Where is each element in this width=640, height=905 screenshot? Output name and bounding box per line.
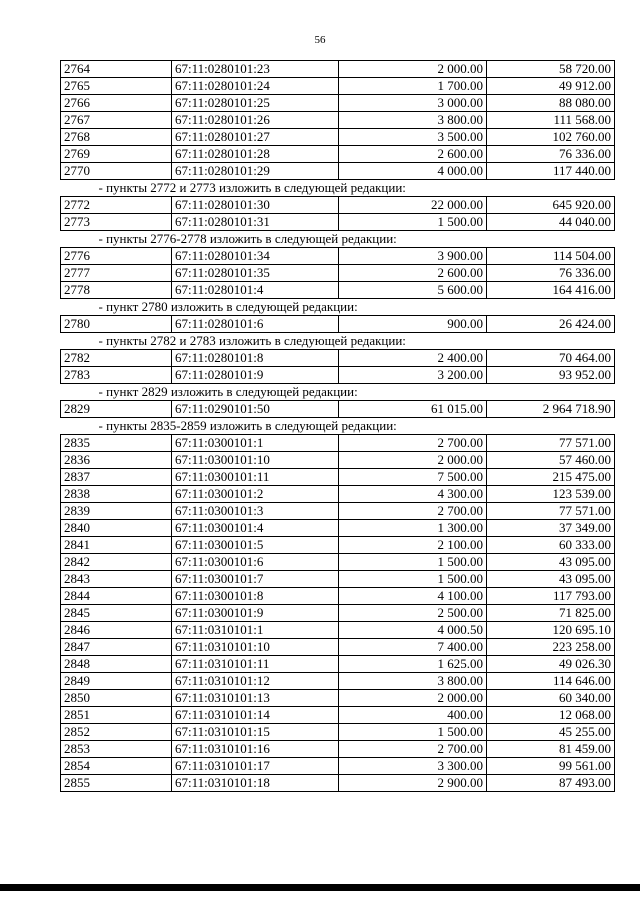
cadastral-number: 67:11:0280101:34	[172, 248, 339, 265]
table-row	[61, 129, 615, 146]
row-number: 2848	[61, 656, 172, 673]
row-number: 2770	[61, 163, 172, 180]
cost-value: 49 026.30	[487, 656, 615, 673]
amendment-heading-row	[61, 299, 615, 316]
area-value: 900.00	[339, 316, 487, 333]
cost-value: 120 695.10	[487, 622, 615, 639]
cadastral-number: 67:11:0310101:16	[172, 741, 339, 758]
row-number: 2769	[61, 146, 172, 163]
cadastral-number: 67:11:0310101:18	[172, 775, 339, 792]
cost-value: 12 068.00	[487, 707, 615, 724]
row-number: 2851	[61, 707, 172, 724]
row-number: 2839	[61, 503, 172, 520]
cadastral-number: 67:11:0280101:28	[172, 146, 339, 163]
cadastral-number: 67:11:0280101:23	[172, 61, 339, 78]
cadastral-number: 67:11:0280101:25	[172, 95, 339, 112]
amendment-heading: - пункт 2829 изложить в следующей редакции:	[61, 384, 615, 401]
row-number: 2843	[61, 571, 172, 588]
table-row	[61, 265, 615, 282]
row-number: 2767	[61, 112, 172, 129]
cost-value: 223 258.00	[487, 639, 615, 656]
area-value: 3 200.00	[339, 367, 487, 384]
cost-value: 60 340.00	[487, 690, 615, 707]
amendment-heading-row	[61, 333, 615, 350]
area-value: 2 000.00	[339, 452, 487, 469]
row-number: 2838	[61, 486, 172, 503]
cadastral-number: 67:11:0280101:4	[172, 282, 339, 299]
cadastral-number: 67:11:0280101:27	[172, 129, 339, 146]
cost-value: 26 424.00	[487, 316, 615, 333]
cost-value: 111 568.00	[487, 112, 615, 129]
table-row	[61, 350, 615, 367]
cadastral-number: 67:11:0280101:30	[172, 197, 339, 214]
cadastral-number: 67:11:0300101:11	[172, 469, 339, 486]
table-row	[61, 537, 615, 554]
table-row	[61, 656, 615, 673]
area-value: 2 000.00	[339, 61, 487, 78]
cost-value: 123 539.00	[487, 486, 615, 503]
area-value: 3 800.00	[339, 673, 487, 690]
table-row	[61, 588, 615, 605]
row-number: 2829	[61, 401, 172, 418]
table-row	[61, 146, 615, 163]
area-value: 2 100.00	[339, 537, 487, 554]
table-row	[61, 520, 615, 537]
amendment-heading: - пункт 2780 изложить в следующей редакции:	[61, 299, 615, 316]
table-row	[61, 707, 615, 724]
row-number: 2849	[61, 673, 172, 690]
table-row	[61, 622, 615, 639]
page-number: 56	[314, 34, 326, 46]
area-value: 1 700.00	[339, 78, 487, 95]
area-value: 4 000.00	[339, 163, 487, 180]
cost-value: 114 504.00	[487, 248, 615, 265]
row-number: 2846	[61, 622, 172, 639]
table-row	[61, 639, 615, 656]
table-row	[61, 554, 615, 571]
cost-value: 215 475.00	[487, 469, 615, 486]
bottom-border-bar	[0, 884, 640, 891]
cadastral-number: 67:11:0300101:2	[172, 486, 339, 503]
cost-value: 70 464.00	[487, 350, 615, 367]
cadastral-number: 67:11:0280101:24	[172, 78, 339, 95]
cadastral-number: 67:11:0280101:6	[172, 316, 339, 333]
table-row	[61, 163, 615, 180]
amendment-heading: - пункты 2782 и 2783 изложить в следующей редакции:	[61, 333, 615, 350]
row-number: 2780	[61, 316, 172, 333]
cost-value: 37 349.00	[487, 520, 615, 537]
cadastral-number: 67:11:0280101:8	[172, 350, 339, 367]
area-value: 1 500.00	[339, 214, 487, 231]
row-number: 2836	[61, 452, 172, 469]
cadastral-number: 67:11:0280101:26	[172, 112, 339, 129]
table-row	[61, 503, 615, 520]
area-value: 1 500.00	[339, 571, 487, 588]
area-value: 3 500.00	[339, 129, 487, 146]
cadastral-number: 67:11:0300101:1	[172, 435, 339, 452]
cadastral-number: 67:11:0310101:14	[172, 707, 339, 724]
cadastral-number: 67:11:0310101:11	[172, 656, 339, 673]
cadastral-number: 67:11:0310101:15	[172, 724, 339, 741]
amendment-heading: - пункты 2772 и 2773 изложить в следующей редакции:	[61, 180, 615, 197]
row-number: 2852	[61, 724, 172, 741]
area-value: 2 700.00	[339, 435, 487, 452]
row-number: 2776	[61, 248, 172, 265]
cadastral-number: 67:11:0300101:4	[172, 520, 339, 537]
cost-value: 60 333.00	[487, 537, 615, 554]
cost-value: 44 040.00	[487, 214, 615, 231]
table-row	[61, 61, 615, 78]
cost-value: 76 336.00	[487, 265, 615, 282]
cost-value: 77 571.00	[487, 435, 615, 452]
area-value: 4 000.50	[339, 622, 487, 639]
row-number: 2854	[61, 758, 172, 775]
row-number: 2837	[61, 469, 172, 486]
row-number: 2835	[61, 435, 172, 452]
area-value: 3 300.00	[339, 758, 487, 775]
row-number: 2853	[61, 741, 172, 758]
cadastral-number: 67:11:0300101:7	[172, 571, 339, 588]
table-row	[61, 571, 615, 588]
table-row	[61, 452, 615, 469]
table-row	[61, 282, 615, 299]
amendment-heading-row	[61, 384, 615, 401]
cost-value: 43 095.00	[487, 554, 615, 571]
area-value: 2 400.00	[339, 350, 487, 367]
area-value: 3 000.00	[339, 95, 487, 112]
cost-value: 164 416.00	[487, 282, 615, 299]
cadastral-number: 67:11:0300101:3	[172, 503, 339, 520]
amendment-heading: - пункты 2776-2778 изложить в следующей редакции:	[61, 231, 615, 248]
row-number: 2850	[61, 690, 172, 707]
table-row	[61, 316, 615, 333]
area-value: 4 300.00	[339, 486, 487, 503]
document-table-body	[61, 61, 615, 792]
cadastral-number: 67:11:0300101:8	[172, 588, 339, 605]
area-value: 61 015.00	[339, 401, 487, 418]
table-row	[61, 690, 615, 707]
table-row	[61, 775, 615, 792]
table-row	[61, 197, 615, 214]
table-row	[61, 758, 615, 775]
cost-value: 114 646.00	[487, 673, 615, 690]
area-value: 3 800.00	[339, 112, 487, 129]
cadastral-number: 67:11:0310101:10	[172, 639, 339, 656]
cadastral-number: 67:11:0280101:35	[172, 265, 339, 282]
cadastral-number: 67:11:0310101:13	[172, 690, 339, 707]
row-number: 2777	[61, 265, 172, 282]
row-number: 2844	[61, 588, 172, 605]
cost-value: 99 561.00	[487, 758, 615, 775]
row-number: 2773	[61, 214, 172, 231]
row-number: 2778	[61, 282, 172, 299]
cadastral-number: 67:11:0310101:1	[172, 622, 339, 639]
cadastral-number: 67:11:0280101:31	[172, 214, 339, 231]
cadastral-number: 67:11:0300101:9	[172, 605, 339, 622]
cost-value: 49 912.00	[487, 78, 615, 95]
area-value: 7 500.00	[339, 469, 487, 486]
cost-value: 87 493.00	[487, 775, 615, 792]
cost-value: 93 952.00	[487, 367, 615, 384]
table-row	[61, 469, 615, 486]
area-value: 5 600.00	[339, 282, 487, 299]
row-number: 2782	[61, 350, 172, 367]
row-number: 2764	[61, 61, 172, 78]
table-row	[61, 112, 615, 129]
cost-value: 88 080.00	[487, 95, 615, 112]
cadastral-number: 67:11:0310101:12	[172, 673, 339, 690]
row-number: 2842	[61, 554, 172, 571]
cadastral-number: 67:11:0290101:50	[172, 401, 339, 418]
table-row	[61, 401, 615, 418]
document-table	[60, 60, 615, 792]
table-row	[61, 214, 615, 231]
table-row	[61, 78, 615, 95]
cadastral-number: 67:11:0310101:17	[172, 758, 339, 775]
area-value: 2 600.00	[339, 146, 487, 163]
cadastral-number: 67:11:0300101:5	[172, 537, 339, 554]
row-number: 2765	[61, 78, 172, 95]
cost-value: 57 460.00	[487, 452, 615, 469]
area-value: 2 600.00	[339, 265, 487, 282]
table-row	[61, 741, 615, 758]
cadastral-number: 67:11:0280101:29	[172, 163, 339, 180]
cost-value: 81 459.00	[487, 741, 615, 758]
cadastral-number: 67:11:0300101:6	[172, 554, 339, 571]
area-value: 3 900.00	[339, 248, 487, 265]
table-row	[61, 367, 615, 384]
amendment-heading-row	[61, 180, 615, 197]
area-value: 2 000.00	[339, 690, 487, 707]
cost-value: 102 760.00	[487, 129, 615, 146]
table-row	[61, 248, 615, 265]
area-value: 1 300.00	[339, 520, 487, 537]
cost-value: 645 920.00	[487, 197, 615, 214]
cost-value: 117 793.00	[487, 588, 615, 605]
cost-value: 2 964 718.90	[487, 401, 615, 418]
area-value: 1 500.00	[339, 554, 487, 571]
table-row	[61, 605, 615, 622]
row-number: 2847	[61, 639, 172, 656]
row-number: 2841	[61, 537, 172, 554]
amendment-heading-row	[61, 231, 615, 248]
cost-value: 76 336.00	[487, 146, 615, 163]
cost-value: 117 440.00	[487, 163, 615, 180]
area-value: 2 700.00	[339, 741, 487, 758]
area-value: 2 500.00	[339, 605, 487, 622]
row-number: 2772	[61, 197, 172, 214]
area-value: 1 625.00	[339, 656, 487, 673]
cost-value: 45 255.00	[487, 724, 615, 741]
row-number: 2845	[61, 605, 172, 622]
amendment-heading: - пункты 2835-2859 изложить в следующей редакции:	[61, 418, 615, 435]
area-value: 22 000.00	[339, 197, 487, 214]
area-value: 7 400.00	[339, 639, 487, 656]
row-number: 2766	[61, 95, 172, 112]
cadastral-number: 67:11:0280101:9	[172, 367, 339, 384]
cost-value: 71 825.00	[487, 605, 615, 622]
table-row	[61, 724, 615, 741]
cost-value: 43 095.00	[487, 571, 615, 588]
row-number: 2840	[61, 520, 172, 537]
cost-value: 77 571.00	[487, 503, 615, 520]
cost-value: 58 720.00	[487, 61, 615, 78]
area-value: 2 900.00	[339, 775, 487, 792]
row-number: 2783	[61, 367, 172, 384]
table-row	[61, 435, 615, 452]
amendment-heading-row	[61, 418, 615, 435]
row-number: 2855	[61, 775, 172, 792]
area-value: 400.00	[339, 707, 487, 724]
area-value: 1 500.00	[339, 724, 487, 741]
table-row	[61, 486, 615, 503]
row-number: 2768	[61, 129, 172, 146]
cadastral-number: 67:11:0300101:10	[172, 452, 339, 469]
area-value: 2 700.00	[339, 503, 487, 520]
table-row	[61, 673, 615, 690]
area-value: 4 100.00	[339, 588, 487, 605]
table-row	[61, 95, 615, 112]
